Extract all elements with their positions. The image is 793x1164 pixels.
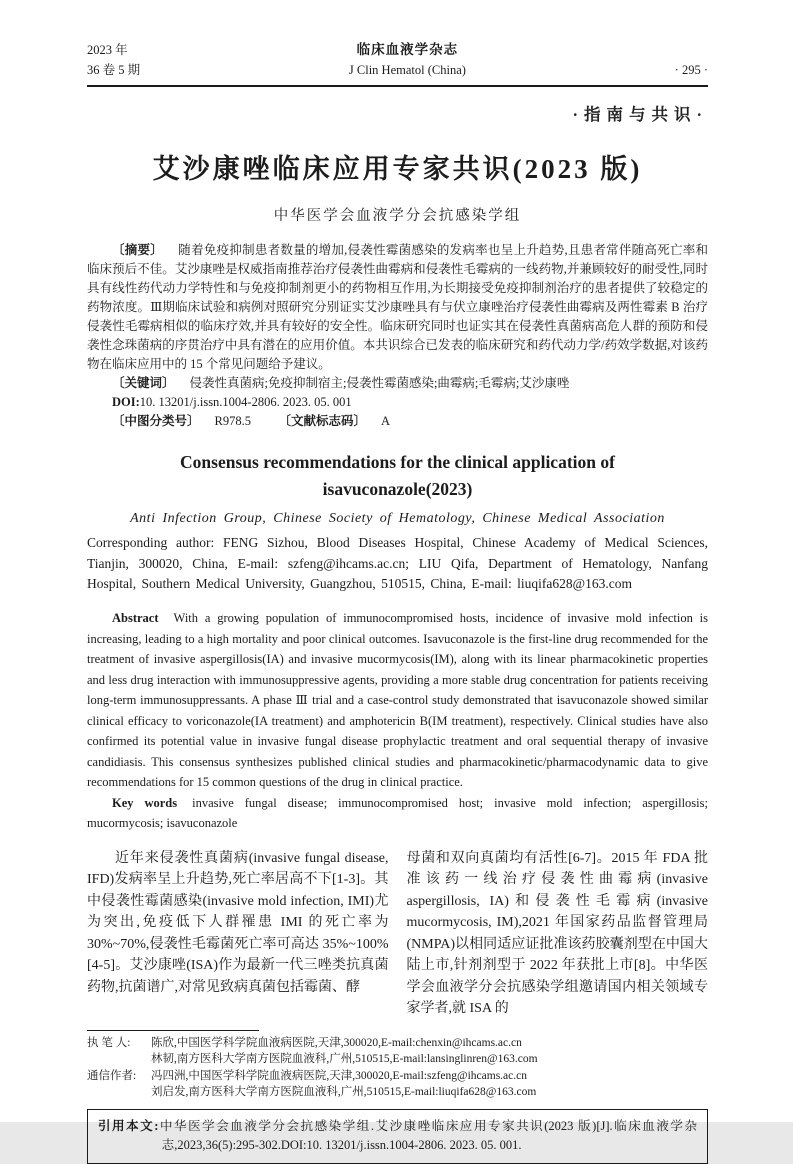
issue-year: 2023 年 <box>87 43 128 57</box>
footnote-line <box>87 1051 708 1068</box>
doi-value: 10. 13201/j.issn.1004-2806. 2023. 05. 001 <box>139 395 352 409</box>
footnote-line <box>87 1068 708 1085</box>
journal-name <box>349 40 466 80</box>
article-title-en <box>87 449 708 503</box>
author-group-cn: 中华医学会血液学分会抗感染学组 <box>273 208 522 224</box>
body-right-column <box>407 848 709 1020</box>
page-number: · 295 · <box>674 63 708 77</box>
issue-volume: 36 卷 5 期 <box>87 63 141 77</box>
citation-label: 引用本文: <box>98 1118 159 1133</box>
footnotes <box>87 1035 708 1101</box>
citation-text: 中华医学会血液学分会抗感染学组.艾沙康唑临床应用专家共识(2023 版)[J].临床血液学杂志,2023,36(5):295-302.DOI:10. 13201/j.issn.1004-2806. 2023. 05. 001. <box>158 1118 697 1152</box>
footnote-label <box>87 1084 151 1101</box>
article-title-en-line2: isavuconazole(2023) <box>322 479 473 499</box>
citation-text-line <box>98 1117 697 1155</box>
clc-value: R978.5 <box>214 414 251 428</box>
footnote-label: 执 笔 人: <box>87 1036 131 1049</box>
footnote-text: 刘启发,南方医科大学南方医院血液科,广州,510515,E-mail:liuqifa628@163.com <box>151 1086 537 1098</box>
article-title-en-line1: Consensus recommendations for the clinical application of <box>180 452 615 472</box>
body-columns <box>87 848 708 1020</box>
header-rule <box>87 85 708 87</box>
footnote-label <box>87 1051 151 1068</box>
body-left-column <box>87 848 389 1020</box>
footnote-line <box>87 1084 708 1101</box>
citation-box <box>87 1109 708 1164</box>
meta-cn <box>87 241 708 431</box>
doc-code-label: 〔文献标志码〕 <box>278 414 366 428</box>
abstract-en-block <box>87 608 708 834</box>
author-group-en: Anti Infection Group, Chinese Society of Hematology, Chinese Medical Association <box>130 511 665 526</box>
body-right-paragraph: 母菌和双向真菌均有活性[6-7]。2015 年 FDA 批准该药一线治疗侵袭性曲霉病(invasive aspergillosis, IA)和侵袭性毛霉病(invasive mucormycosis, IM),2021 年国家药品监督管理局(NMPA)以相同适应证批准该药胶囊剂型在中国大陆上市,针剂剂型于 2022 年获批上市[8]。中华医学会血液学分会抗感染学组邀请国内相关领域专家学者,就 ISA 的 <box>406 850 708 1016</box>
abstract-cn-label: 〔摘要〕 <box>112 243 164 257</box>
abstract-cn <box>87 241 708 374</box>
keywords-en-text: invasive fungal disease; immunocompromised host; invasive mold infection; aspergillosis; mucormycosis; isavuconazole <box>87 795 708 830</box>
abstract-en-label: Abstract <box>112 611 159 625</box>
clc-label: 〔中图分类号〕 <box>112 414 200 428</box>
footnote-text: 陈欣,中国医学科学院血液病医院,天津,300020,E-mail:chenxin@ihcams.ac.cn <box>151 1036 522 1049</box>
footnote-text: 林韧,南方医科大学南方医院血液科,广州,510515,E-mail:lansinglinren@163.com <box>151 1053 538 1065</box>
doi-line <box>87 393 708 412</box>
journal-name-en: J Clin Hematol (China) <box>348 63 466 77</box>
abstract-en-text: With a growing population of immunocompromised hosts, incidence of invasive mold infection is increasing, leading to a high mortality and poor clinical outcomes. Isavuconazole is the first-line drug recommended for the treatment of invasive aspergillosis(IA) and invasive mucormycosis(IM), along with its linear pharmacokinetic properties and less drug interaction with immunosuppressive agents, providing a more stable drug concentration for patients receiving long-term immunosuppressants. A phase Ⅲ trial and a case-control study demonstrated that isavuconazole showed similar clinical efficacy to voriconazole(IA treatment) and amphotericin B(IM treatment), respectively. Clinical studies have also confirmed its potential value in invasive fungal disease prophylactic treatment and oral sequential therapy of invasive candidiasis. This consensus synthesizes published clinical studies and pharmacokinetic/pharmacodynamic data to give recommendations for 15 common questions of the drug in clinical practice. <box>87 611 708 789</box>
footnote-line <box>87 1035 708 1052</box>
section-badge: ·指南与共识· <box>572 105 708 124</box>
keywords-en-label: Key words <box>112 795 178 810</box>
footnote-label: 通信作者: <box>87 1069 137 1082</box>
journal-name-cn: 临床血液学杂志 <box>356 42 459 57</box>
body-left-paragraph: 近年来侵袭性真菌病(invasive fungal disease, IFD)发病率呈上升趋势,死亡率居高不下[1-3]。其中侵袭性霉菌感染(invasive mold infection, IMI)尤为突出,免疫低下人群罹患 IMI 的死亡率为 30%~70%,侵袭性毛霉菌死亡率可高达 35%~100%[4-5]。艾沙康唑(ISA)作为最新一代三唑类抗真菌药物,抗菌谱广,对常见致病真菌包括霉菌、酵 <box>87 850 389 995</box>
section-badge-row <box>87 101 708 125</box>
issue-info <box>87 40 140 80</box>
clc-line <box>87 412 708 431</box>
keywords-cn-text: 侵袭性真菌病;免疫抑制宿主;侵袭性霉菌感染;曲霉病;毛霉病;艾沙康唑 <box>189 376 570 390</box>
doi-label: DOI: <box>112 395 140 409</box>
footnote-text: 冯四洲,中国医学科学院血液病医院,天津,300020,E-mail:szfeng@ihcams.ac.cn <box>151 1069 527 1082</box>
keywords-en <box>87 793 708 834</box>
doc-code-value: A <box>381 414 391 428</box>
keywords-cn <box>87 374 708 393</box>
abstract-en <box>87 608 708 793</box>
abstract-cn-text: 随着免疫抑制患者数量的增加,侵袭性霉菌感染的发病率也呈上升趋势,且患者常伴随高死亡率和临床预后不佳。艾沙康唑是权威指南推荐治疗侵袭性曲霉病和侵袭性毛霉病的一线药物,并兼顾较好的耐受性,同时具有线性药代动力学特性和与免疫抑制剂更小的药物相互作用,为长期接受免疫抑制剂治疗的患者提供了较稳定的药物浓度。Ⅲ期临床试验和病例对照研究分别证实艾沙康唑具有与伏立康唑治疗侵袭性曲霉病及两性霉素 B 治疗侵袭性毛霉病相似的临床疗效,并具有较好的安全性。临床研究同时也证实其在侵袭性真菌病高危人群的预防和侵袭性念珠菌病的序贯治疗中具有潜在的应用价值。本共识综合已发表的临床研究和药代动力学/药效学数据,对该药物在临床应用中的 15 个常见问题给予建议。 <box>87 243 708 371</box>
keywords-cn-label: 〔关键词〕 <box>112 376 175 390</box>
correspondence-en: Corresponding author: FENG Sizhou, Blood Diseases Hospital, Chinese Academy of Medical Sciences, Tianjin, 300020, China, E-mail: szfeng@ihcams.ac.cn; LIU Qifa, Department of Hematology, Nanfang Hospital, Southern Medical University, Guangzhou, 510515, China, E-mail: liuqifa628@163.com <box>87 535 708 591</box>
footnote-rule <box>87 1030 259 1031</box>
page-header <box>87 40 708 80</box>
article-title-cn: 艾沙康唑临床应用专家共识(2023 版) <box>152 154 643 184</box>
